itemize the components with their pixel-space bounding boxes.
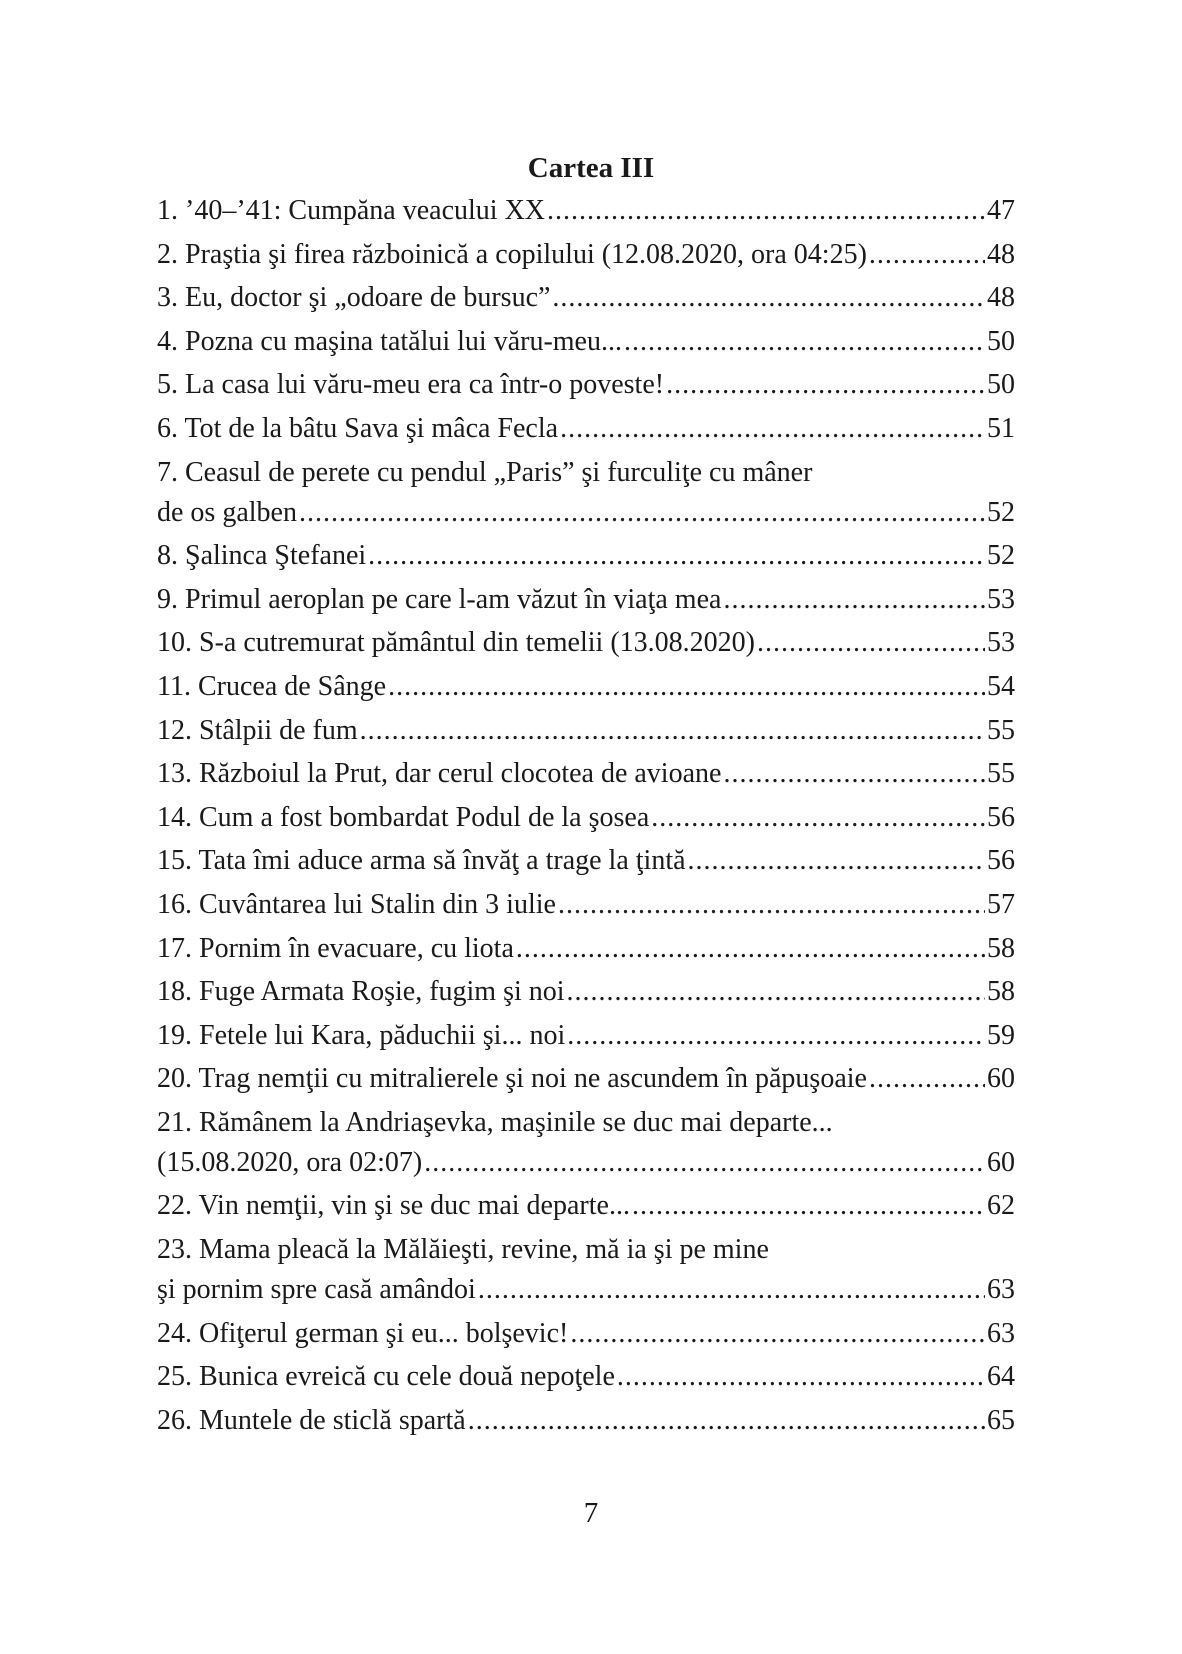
toc-entry — [157, 929, 1015, 969]
dot-leader — [388, 667, 985, 707]
toc-entry-page: 60 — [987, 1146, 1015, 1178]
toc-entry-title-line: 23. Mama pleacă la Mălăieşti, revine, mă ia şi pe mine — [157, 1234, 769, 1266]
dot-leader — [547, 191, 985, 231]
dot-leader — [869, 1059, 985, 1099]
toc-entry — [157, 1016, 1015, 1056]
toc-entry-title: 22. Vin nemţii, vin şi se duc mai departe... — [157, 1190, 630, 1222]
toc-entry — [157, 1103, 1015, 1183]
toc-entry-row — [157, 1059, 1015, 1099]
toc-entry-page: 48 — [987, 238, 1015, 270]
toc-entry-row — [157, 754, 1015, 794]
toc-entry — [157, 1186, 1015, 1226]
toc-entry — [157, 711, 1015, 751]
toc-entry — [157, 1059, 1015, 1099]
toc-entry-title: 2. Praştia şi firea războinică a copilului (12.08.2020, ora 04:25) — [157, 238, 867, 270]
dot-leader — [570, 1314, 985, 1354]
dot-leader — [360, 711, 985, 751]
toc-entry-row — [157, 536, 1015, 576]
toc-entry — [157, 885, 1015, 925]
toc-entry-row — [157, 1016, 1015, 1056]
toc-entry-title: 3. Eu, doctor şi „odoare de bursuc” — [157, 282, 551, 314]
toc-entry-row — [157, 580, 1015, 620]
toc-entry-title: 16. Cuvântarea lui Stalin din 3 iulie — [157, 888, 556, 920]
dot-leader — [299, 493, 985, 533]
toc-entry-row — [157, 1270, 1015, 1310]
toc-entry-row — [157, 972, 1015, 1012]
toc-entry-page: 58 — [987, 932, 1015, 964]
dot-leader — [757, 623, 985, 663]
toc-entry-title: şi pornim spre casă amândoi — [157, 1274, 476, 1306]
toc-entry-row — [157, 1143, 1015, 1183]
toc-entry — [157, 1357, 1015, 1397]
toc-entry — [157, 798, 1015, 838]
dot-leader — [651, 798, 985, 838]
toc-entry-page: 60 — [987, 1063, 1015, 1095]
toc-entry-title: 4. Pozna cu maşina tatălui lui văru-meu... — [157, 325, 622, 357]
dot-leader — [632, 1186, 985, 1226]
toc-entry-row — [157, 711, 1015, 751]
toc-entry — [157, 580, 1015, 620]
toc-entry — [157, 235, 1015, 275]
dot-leader — [552, 278, 985, 318]
toc-entry-page: 55 — [987, 758, 1015, 790]
toc-entry-title: 1. ’40–’41: Cumpăna veacului XX — [157, 195, 546, 226]
toc-entry — [157, 191, 1015, 231]
dot-leader — [368, 536, 985, 576]
toc-entry-title-line: 7. Ceasul de perete cu pendul „Paris” şi furculiţe cu mâner — [157, 456, 813, 488]
toc-entry-page: 52 — [987, 540, 1015, 572]
toc-entry — [157, 453, 1015, 533]
toc-entry-title: 13. Războiul la Prut, dar cerul clocotea de avioane — [157, 758, 722, 790]
dot-leader — [567, 1016, 985, 1056]
toc-entry — [157, 365, 1015, 405]
toc-entry-page: 64 — [987, 1361, 1015, 1393]
toc-entry-row — [157, 409, 1015, 449]
toc-entry-title: 17. Pornim în evacuare, cu liota — [157, 932, 514, 964]
toc-entry-row — [157, 365, 1015, 405]
toc-entry-row — [157, 1401, 1015, 1441]
page-number: 7 — [583, 1497, 599, 1529]
toc-entry-row — [157, 1186, 1015, 1226]
toc-entry-page: 54 — [987, 670, 1015, 702]
dot-leader — [617, 1357, 985, 1397]
toc-entry-page: 48 — [987, 282, 1015, 314]
dot-leader — [723, 580, 985, 620]
toc-entry-row — [157, 322, 1015, 362]
toc-entry-row — [157, 885, 1015, 925]
toc-entry — [157, 623, 1015, 663]
toc-entry-page: 55 — [987, 714, 1015, 746]
dot-leader — [516, 929, 985, 969]
toc-heading: Cartea III — [527, 152, 655, 184]
toc-entry-row — [157, 1357, 1015, 1397]
toc-entry-title: 9. Primul aeroplan pe care l-am văzut în viaţa mea — [157, 583, 722, 615]
toc-entry-page: 63 — [987, 1274, 1015, 1306]
toc-entry — [157, 841, 1015, 881]
toc-entry-title: 12. Stâlpii de fum — [157, 714, 358, 746]
toc-entry-row — [157, 1314, 1015, 1354]
toc-entry — [157, 1401, 1015, 1441]
toc-entry — [157, 1314, 1015, 1354]
dot-leader — [468, 1401, 985, 1441]
toc-entry-page: 50 — [987, 369, 1015, 401]
toc-entry-page: 50 — [987, 325, 1015, 357]
toc-entry-title: 15. Tata îmi aduce arma să învăţ a trage la ţintă — [157, 845, 686, 877]
dot-leader — [560, 409, 985, 449]
toc-entry-title: de os galben — [157, 496, 297, 528]
dot-leader — [688, 841, 985, 881]
toc-entry-title: 26. Muntele de sticlă spartă — [157, 1404, 466, 1436]
toc-entry-title: 19. Fetele lui Kara, păduchii şi... noi — [157, 1019, 566, 1051]
toc-entry-page: 65 — [987, 1404, 1015, 1436]
toc-entry-row — [157, 493, 1015, 533]
toc-entry-page: 47 — [987, 195, 1015, 226]
table-of-contents — [157, 191, 1015, 1444]
toc-entry — [157, 278, 1015, 318]
toc-entry-title: (15.08.2020, ora 02:07) — [157, 1146, 423, 1178]
toc-entry-page: 58 — [987, 976, 1015, 1008]
dot-leader — [723, 754, 985, 794]
toc-entry — [157, 667, 1015, 707]
toc-entry-page: 53 — [987, 583, 1015, 615]
dot-leader — [424, 1143, 985, 1183]
dot-leader — [567, 972, 985, 1012]
toc-entry-page: 52 — [987, 496, 1015, 528]
toc-entry-row — [157, 623, 1015, 663]
dot-leader — [869, 235, 985, 275]
dot-leader — [558, 885, 985, 925]
toc-entry-page: 62 — [987, 1190, 1015, 1222]
toc-entry-row — [157, 278, 1015, 318]
toc-entry-page: 53 — [987, 627, 1015, 659]
toc-entry — [157, 322, 1015, 362]
toc-entry-title: 5. La casa lui văru-meu era ca într-o poveste! — [157, 369, 665, 401]
toc-entry-title: 24. Ofiţerul german şi eu... bolşevic! — [157, 1317, 569, 1349]
toc-entry-title: 11. Crucea de Sânge — [157, 670, 387, 702]
toc-entry-row — [157, 235, 1015, 275]
toc-entry-title: 8. Şalinca Ştefanei — [157, 540, 367, 572]
toc-entry — [157, 536, 1015, 576]
toc-entry-title-line: 21. Rămânem la Andriaşevka, maşinile se duc mai departe... — [157, 1106, 833, 1138]
toc-entry-title: 18. Fuge Armata Roşie, fugim şi noi — [157, 976, 565, 1008]
toc-entry — [157, 409, 1015, 449]
toc-entry-title: 6. Tot de la bâtu Sava şi mâca Fecla — [157, 412, 559, 444]
toc-entry-row — [157, 929, 1015, 969]
toc-entry-title: 20. Trag nemţii cu mitralierele şi noi ne ascundem în păpuşoaie — [157, 1063, 867, 1095]
toc-entry-row — [157, 191, 1015, 231]
dot-leader — [624, 322, 985, 362]
toc-entry — [157, 972, 1015, 1012]
toc-entry-page: 59 — [987, 1019, 1015, 1051]
toc-entry-title: 10. S-a cutremurat pământul din temelii (13.08.2020) — [157, 627, 755, 659]
toc-entry — [157, 1230, 1015, 1310]
toc-entry-page: 51 — [987, 412, 1015, 444]
toc-entry-title: 25. Bunica evreică cu cele două nepoţele — [157, 1361, 615, 1393]
toc-entry-row — [157, 667, 1015, 707]
toc-entry-page: 56 — [987, 845, 1015, 877]
dot-leader — [478, 1270, 985, 1310]
toc-entry-page: 57 — [987, 888, 1015, 920]
toc-entry-page: 63 — [987, 1317, 1015, 1349]
toc-entry — [157, 754, 1015, 794]
toc-entry-row — [157, 841, 1015, 881]
toc-entry-title: 14. Cum a fost bombardat Podul de la şosea — [157, 801, 650, 833]
toc-entry-row — [157, 798, 1015, 838]
dot-leader — [666, 365, 985, 405]
toc-entry-page: 56 — [987, 801, 1015, 833]
